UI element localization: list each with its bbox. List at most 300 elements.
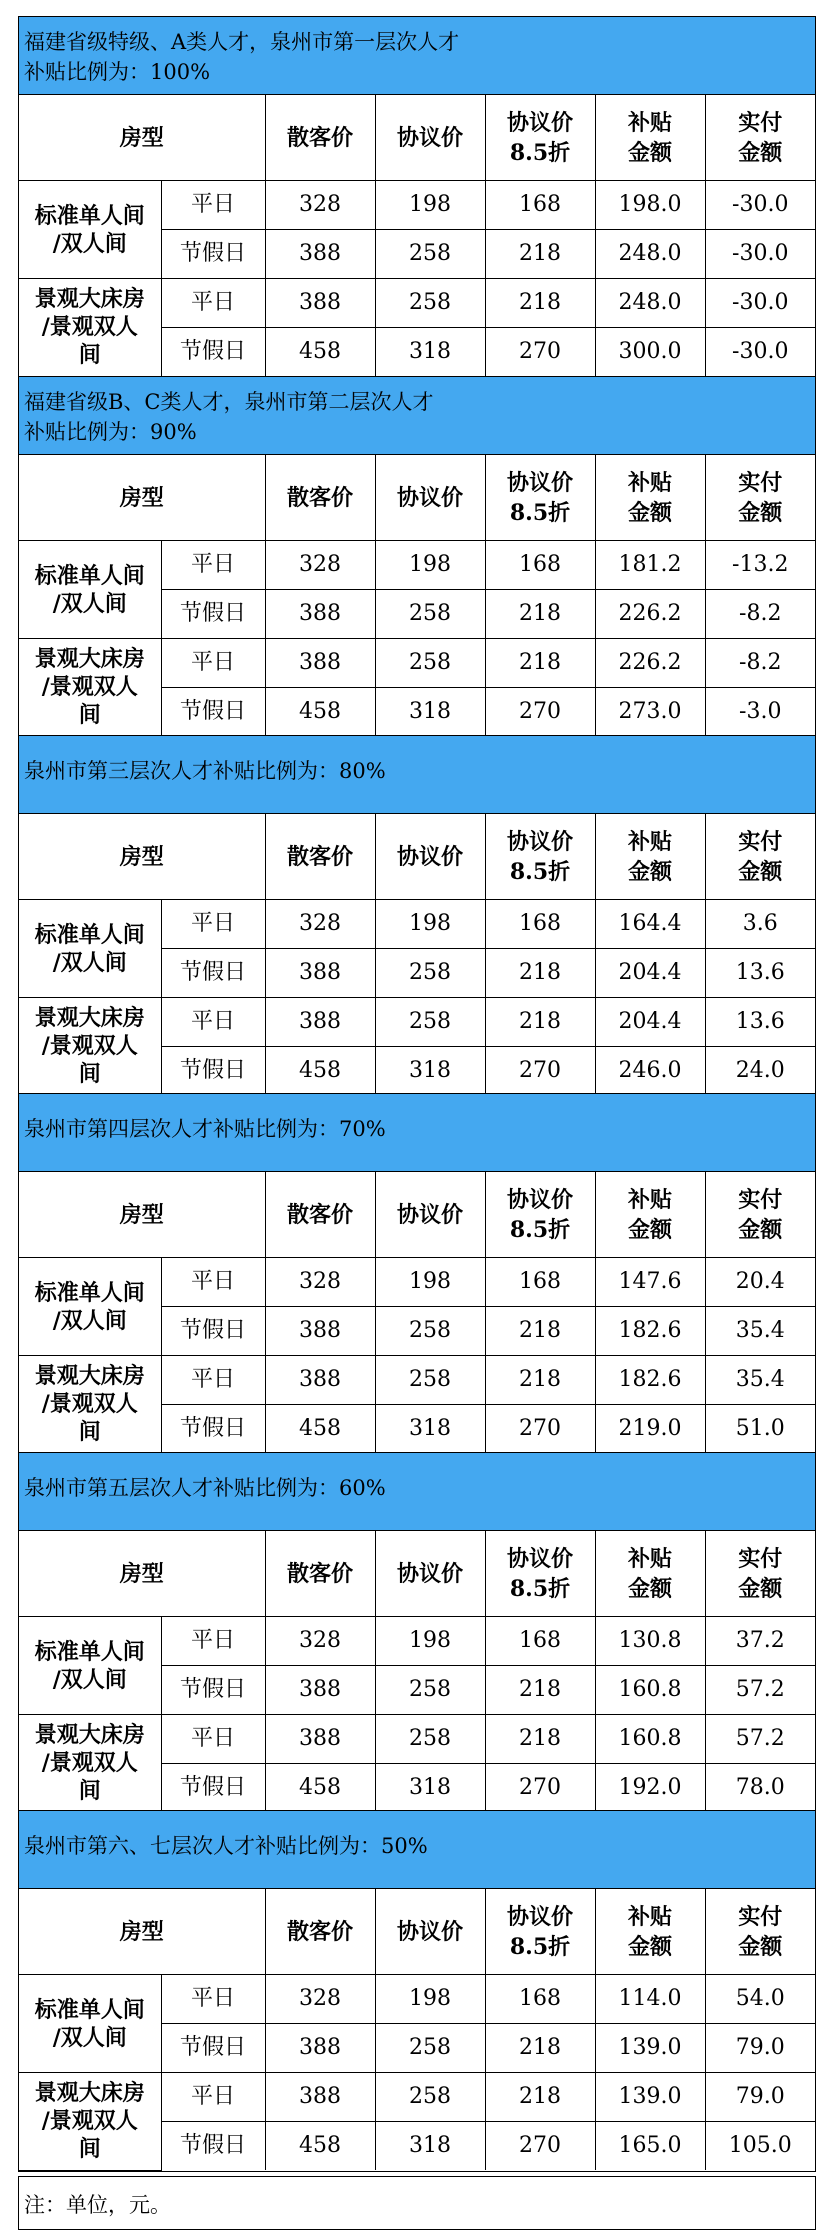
- day-type-cell: 平日: [161, 1975, 265, 2024]
- discount-price-cell: 168: [485, 1975, 595, 2024]
- agreement-price-cell: 258: [375, 949, 485, 998]
- subsidy-amount-cell: 300.0: [595, 328, 705, 377]
- room-type-line1: 标准单人间: [34, 1996, 145, 2023]
- header-agreement-discount-line2: 8.5折: [509, 1575, 571, 1602]
- discount-price-cell: 270: [485, 328, 595, 377]
- room-type-line3: 间: [78, 1419, 101, 1446]
- header-subsidy-line1: 补贴: [628, 469, 673, 496]
- header-subsidy-amount: [595, 814, 705, 900]
- walk-in-price-cell: 388: [265, 1307, 375, 1356]
- header-actual-line1: 实付: [738, 1903, 783, 1930]
- walk-in-price-cell: 458: [265, 1764, 375, 1813]
- agreement-price-cell: 318: [375, 1047, 485, 1096]
- day-type-cell: 节假日: [161, 2024, 265, 2073]
- header-agreement-discount-line2: 8.5折: [509, 858, 571, 885]
- header-agreement-discount-line2: 8.5折: [509, 1933, 571, 1960]
- walk-in-price-cell: 388: [265, 2024, 375, 2073]
- actual-amount-cell: -30.0: [705, 181, 815, 230]
- header-actual-line1: 实付: [738, 828, 783, 855]
- section-title-line1: 泉州市第三层次人才补贴比例为：80%: [24, 759, 386, 783]
- table-row: [19, 1975, 815, 2024]
- unit-note: 注：单位，元。: [18, 2176, 816, 2230]
- room-type-line1: 景观大床房: [34, 2080, 145, 2107]
- header-subsidy-line2: 金额: [628, 139, 673, 166]
- subsidy-amount-cell: 219.0: [595, 1405, 705, 1454]
- room-type-cell: [19, 1715, 161, 1813]
- room-type-line3: 间: [78, 1778, 101, 1805]
- table-row: [19, 541, 815, 590]
- discount-price-cell: 218: [485, 1666, 595, 1715]
- price-table: [19, 95, 815, 377]
- actual-amount-cell: 78.0: [705, 1764, 815, 1813]
- header-actual-line2: 金额: [738, 1575, 783, 1602]
- header-agreement-discount-line2: 8.5折: [509, 499, 571, 526]
- walk-in-price-cell: 388: [265, 1356, 375, 1405]
- header-subsidy-line1: 补贴: [628, 1903, 673, 1930]
- agreement-price-cell: 258: [375, 2073, 485, 2122]
- header-agreement-discount-line1: 协议价: [507, 1545, 574, 1572]
- room-type-line1: 景观大床房: [34, 1722, 145, 1749]
- header-agreement-discount-line1: 协议价: [507, 1903, 574, 1930]
- subsidy-section: [18, 16, 816, 378]
- discount-price-cell: 218: [485, 1307, 595, 1356]
- walk-in-price-cell: 458: [265, 2122, 375, 2171]
- subsidy-amount-cell: 246.0: [595, 1047, 705, 1096]
- table-header-row: [19, 1531, 815, 1617]
- header-subsidy-line2: 金额: [628, 499, 673, 526]
- room-type-line2: /双人间: [52, 1307, 127, 1334]
- walk-in-price-cell: 458: [265, 328, 375, 377]
- room-type-line3: 间: [78, 2136, 101, 2163]
- day-type-cell: 平日: [161, 1356, 265, 1405]
- agreement-price-cell: 318: [375, 1764, 485, 1813]
- discount-price-cell: 168: [485, 541, 595, 590]
- subsidy-amount-cell: 182.6: [595, 1356, 705, 1405]
- actual-amount-cell: 13.6: [705, 949, 815, 998]
- header-agreement-discount-line1: 协议价: [507, 109, 574, 136]
- room-type-cell: [19, 900, 161, 998]
- header-actual-line2: 金额: [738, 1933, 783, 1960]
- subsidy-section: [18, 376, 816, 738]
- header-room-type: 房型: [19, 1889, 265, 1975]
- discount-price-cell: 270: [485, 2122, 595, 2171]
- section-title: [19, 1453, 815, 1531]
- day-type-cell: 节假日: [161, 949, 265, 998]
- actual-amount-cell: 105.0: [705, 2122, 815, 2171]
- room-type-cell: [19, 1975, 161, 2073]
- day-type-cell: 节假日: [161, 688, 265, 737]
- header-actual-line1: 实付: [738, 109, 783, 136]
- header-actual-line2: 金额: [738, 499, 783, 526]
- day-type-cell: 平日: [161, 541, 265, 590]
- room-type-line1: 标准单人间: [34, 562, 145, 589]
- header-subsidy-line2: 金额: [628, 1575, 673, 1602]
- actual-amount-cell: -30.0: [705, 230, 815, 279]
- room-type-line2: /景观双人: [41, 674, 138, 701]
- price-table: [19, 814, 815, 1096]
- actual-amount-cell: -30.0: [705, 328, 815, 377]
- agreement-price-cell: 258: [375, 1666, 485, 1715]
- header-agreement-discount-line1: 协议价: [507, 828, 574, 855]
- room-type-cell: [19, 998, 161, 1096]
- header-walk-in-price: 散客价: [265, 455, 375, 541]
- agreement-price-cell: 318: [375, 688, 485, 737]
- agreement-price-cell: 258: [375, 1356, 485, 1405]
- header-agreement-price: 协议价: [375, 1531, 485, 1617]
- room-type-line1: 标准单人间: [34, 921, 145, 948]
- subsidy-section: [18, 1810, 816, 2172]
- day-type-cell: 平日: [161, 1617, 265, 1666]
- room-type-cell: [19, 1356, 161, 1454]
- agreement-price-cell: 318: [375, 2122, 485, 2171]
- header-walk-in-price: 散客价: [265, 1531, 375, 1617]
- header-agreement-discount-line2: 8.5折: [509, 1216, 571, 1243]
- header-walk-in-price: 散客价: [265, 95, 375, 181]
- actual-amount-cell: 51.0: [705, 1405, 815, 1454]
- day-type-cell: 节假日: [161, 328, 265, 377]
- room-type-line2: /双人间: [52, 590, 127, 617]
- room-type-line2: /景观双人: [41, 1033, 138, 1060]
- day-type-cell: 平日: [161, 1715, 265, 1764]
- actual-amount-cell: 24.0: [705, 1047, 815, 1096]
- price-table: [19, 1531, 815, 1813]
- header-actual-line2: 金额: [738, 139, 783, 166]
- agreement-price-cell: 258: [375, 590, 485, 639]
- day-type-cell: 平日: [161, 279, 265, 328]
- table-row: [19, 1356, 815, 1405]
- table-row: [19, 2073, 815, 2122]
- walk-in-price-cell: 388: [265, 590, 375, 639]
- header-agreement-price: 协议价: [375, 1172, 485, 1258]
- section-title: [19, 1811, 815, 1889]
- room-type-line2: /双人间: [52, 949, 127, 976]
- agreement-price-cell: 318: [375, 328, 485, 377]
- section-title-line1: 福建省级特级、A类人才，泉州市第一层次人才: [24, 30, 460, 54]
- header-walk-in-price: 散客价: [265, 814, 375, 900]
- agreement-price-cell: 258: [375, 639, 485, 688]
- subsidy-amount-cell: 204.4: [595, 998, 705, 1047]
- discount-price-cell: 168: [485, 900, 595, 949]
- header-agreement-price: 协议价: [375, 95, 485, 181]
- room-type-line2: /景观双人: [41, 1750, 138, 1777]
- room-type-line2: /双人间: [52, 230, 127, 257]
- header-subsidy-line1: 补贴: [628, 109, 673, 136]
- day-type-cell: 节假日: [161, 2122, 265, 2171]
- table-row: [19, 900, 815, 949]
- agreement-price-cell: 198: [375, 1258, 485, 1307]
- header-subsidy-amount: [595, 455, 705, 541]
- day-type-cell: 节假日: [161, 230, 265, 279]
- discount-price-cell: 270: [485, 1047, 595, 1096]
- section-title: [19, 377, 815, 455]
- discount-price-cell: 270: [485, 688, 595, 737]
- header-subsidy-line1: 补贴: [628, 1545, 673, 1572]
- subsidy-amount-cell: 147.6: [595, 1258, 705, 1307]
- discount-price-cell: 168: [485, 1258, 595, 1307]
- section-title: [19, 1094, 815, 1172]
- room-type-line2: /双人间: [52, 1666, 127, 1693]
- agreement-price-cell: 258: [375, 1307, 485, 1356]
- subsidy-section: [18, 1452, 816, 1814]
- header-actual-amount: [705, 1172, 815, 1258]
- table-header-row: [19, 814, 815, 900]
- discount-price-cell: 168: [485, 181, 595, 230]
- table-header-row: [19, 1172, 815, 1258]
- walk-in-price-cell: 388: [265, 1715, 375, 1764]
- subsidy-amount-cell: 182.6: [595, 1307, 705, 1356]
- walk-in-price-cell: 328: [265, 541, 375, 590]
- subsidy-amount-cell: 130.8: [595, 1617, 705, 1666]
- header-subsidy-amount: [595, 1531, 705, 1617]
- walk-in-price-cell: 388: [265, 230, 375, 279]
- actual-amount-cell: -30.0: [705, 279, 815, 328]
- header-subsidy-line2: 金额: [628, 1933, 673, 1960]
- room-type-line2: /景观双人: [41, 2108, 138, 2135]
- header-actual-amount: [705, 455, 815, 541]
- walk-in-price-cell: 458: [265, 1405, 375, 1454]
- section-title-line1: 泉州市第五层次人才补贴比例为：60%: [24, 1476, 386, 1500]
- room-type-line1: 景观大床房: [34, 646, 145, 673]
- table-row: [19, 1258, 815, 1307]
- actual-amount-cell: 79.0: [705, 2073, 815, 2122]
- section-title: [19, 17, 815, 95]
- agreement-price-cell: 258: [375, 1715, 485, 1764]
- header-actual-line2: 金额: [738, 1216, 783, 1243]
- table-header-row: [19, 95, 815, 181]
- actual-amount-cell: -3.0: [705, 688, 815, 737]
- agreement-price-cell: 198: [375, 900, 485, 949]
- room-type-cell: [19, 639, 161, 737]
- subsidy-amount-cell: 164.4: [595, 900, 705, 949]
- subsidy-amount-cell: 160.8: [595, 1715, 705, 1764]
- day-type-cell: 平日: [161, 2073, 265, 2122]
- header-actual-amount: [705, 814, 815, 900]
- room-type-cell: [19, 181, 161, 279]
- header-actual-line1: 实付: [738, 469, 783, 496]
- discount-price-cell: 218: [485, 2024, 595, 2073]
- walk-in-price-cell: 328: [265, 1258, 375, 1307]
- header-actual-line1: 实付: [738, 1186, 783, 1213]
- price-table: [19, 1172, 815, 1454]
- table-row: [19, 181, 815, 230]
- header-subsidy-amount: [595, 95, 705, 181]
- section-title-line1: 泉州市第四层次人才补贴比例为：70%: [24, 1117, 386, 1141]
- room-type-line1: 标准单人间: [34, 1279, 145, 1306]
- room-type-line1: 标准单人间: [34, 1638, 145, 1665]
- header-actual-line1: 实付: [738, 1545, 783, 1572]
- header-agreement-discount: [485, 814, 595, 900]
- table-row: [19, 1617, 815, 1666]
- actual-amount-cell: -8.2: [705, 590, 815, 639]
- walk-in-price-cell: 328: [265, 181, 375, 230]
- day-type-cell: 节假日: [161, 1047, 265, 1096]
- actual-amount-cell: 54.0: [705, 1975, 815, 2024]
- header-agreement-discount: [485, 1172, 595, 1258]
- room-type-line1: 景观大床房: [34, 1005, 145, 1032]
- actual-amount-cell: 79.0: [705, 2024, 815, 2073]
- table-row: [19, 998, 815, 1047]
- discount-price-cell: 218: [485, 639, 595, 688]
- agreement-price-cell: 198: [375, 1617, 485, 1666]
- room-type-line3: 间: [78, 702, 101, 729]
- day-type-cell: 节假日: [161, 1764, 265, 1813]
- room-type-line3: 间: [78, 342, 101, 369]
- subsidy-amount-cell: 248.0: [595, 230, 705, 279]
- header-actual-amount: [705, 1889, 815, 1975]
- subsidy-amount-cell: 139.0: [595, 2024, 705, 2073]
- agreement-price-cell: 258: [375, 279, 485, 328]
- actual-amount-cell: 13.6: [705, 998, 815, 1047]
- walk-in-price-cell: 388: [265, 279, 375, 328]
- header-actual-line2: 金额: [738, 858, 783, 885]
- section-title-line2: 补贴比例为：100%: [24, 60, 211, 84]
- walk-in-price-cell: 458: [265, 688, 375, 737]
- header-agreement-price: 协议价: [375, 814, 485, 900]
- subsidy-amount-cell: 114.0: [595, 1975, 705, 2024]
- header-agreement-discount-line2: 8.5折: [509, 139, 571, 166]
- subsidy-amount-cell: 273.0: [595, 688, 705, 737]
- walk-in-price-cell: 458: [265, 1047, 375, 1096]
- discount-price-cell: 218: [485, 1715, 595, 1764]
- section-title-line1: 泉州市第六、七层次人才补贴比例为：50%: [24, 1834, 428, 1858]
- header-room-type: 房型: [19, 95, 265, 181]
- header-subsidy-amount: [595, 1889, 705, 1975]
- header-agreement-price: 协议价: [375, 1889, 485, 1975]
- room-type-line1: 标准单人间: [34, 202, 145, 229]
- agreement-price-cell: 198: [375, 1975, 485, 2024]
- table-row: [19, 279, 815, 328]
- walk-in-price-cell: 388: [265, 998, 375, 1047]
- header-room-type: 房型: [19, 1531, 265, 1617]
- agreement-price-cell: 198: [375, 181, 485, 230]
- section-title-line2: 补贴比例为：90%: [24, 420, 197, 444]
- walk-in-price-cell: 328: [265, 1975, 375, 2024]
- day-type-cell: 平日: [161, 1258, 265, 1307]
- day-type-cell: 平日: [161, 998, 265, 1047]
- day-type-cell: 平日: [161, 900, 265, 949]
- discount-price-cell: 218: [485, 998, 595, 1047]
- day-type-cell: 节假日: [161, 590, 265, 639]
- subsidy-amount-cell: 181.2: [595, 541, 705, 590]
- room-type-cell: [19, 279, 161, 377]
- subsidy-amount-cell: 192.0: [595, 1764, 705, 1813]
- discount-price-cell: 218: [485, 279, 595, 328]
- day-type-cell: 平日: [161, 181, 265, 230]
- price-table: [19, 1889, 815, 2171]
- room-type-cell: [19, 2073, 161, 2171]
- discount-price-cell: 218: [485, 1356, 595, 1405]
- header-agreement-discount-line1: 协议价: [507, 469, 574, 496]
- agreement-price-cell: 258: [375, 230, 485, 279]
- header-agreement-discount: [485, 1889, 595, 1975]
- actual-amount-cell: 35.4: [705, 1356, 815, 1405]
- header-walk-in-price: 散客价: [265, 1889, 375, 1975]
- actual-amount-cell: 3.6: [705, 900, 815, 949]
- subsidy-amount-cell: 139.0: [595, 2073, 705, 2122]
- header-subsidy-line1: 补贴: [628, 1186, 673, 1213]
- actual-amount-cell: 37.2: [705, 1617, 815, 1666]
- day-type-cell: 节假日: [161, 1666, 265, 1715]
- header-walk-in-price: 散客价: [265, 1172, 375, 1258]
- room-type-cell: [19, 1258, 161, 1356]
- header-room-type: 房型: [19, 814, 265, 900]
- walk-in-price-cell: 388: [265, 1666, 375, 1715]
- discount-price-cell: 218: [485, 230, 595, 279]
- subsidy-amount-cell: 165.0: [595, 2122, 705, 2171]
- section-title-line1: 福建省级B、C类人才，泉州市第二层次人才: [24, 390, 434, 414]
- agreement-price-cell: 198: [375, 541, 485, 590]
- walk-in-price-cell: 328: [265, 900, 375, 949]
- room-type-cell: [19, 541, 161, 639]
- agreement-price-cell: 258: [375, 2024, 485, 2073]
- discount-price-cell: 218: [485, 2073, 595, 2122]
- actual-amount-cell: 57.2: [705, 1666, 815, 1715]
- subsidy-amount-cell: 204.4: [595, 949, 705, 998]
- subsidy-section: [18, 735, 816, 1097]
- table-header-row: [19, 1889, 815, 1975]
- header-agreement-discount: [485, 455, 595, 541]
- room-type-line1: 景观大床房: [34, 286, 145, 313]
- subsidy-amount-cell: 160.8: [595, 1666, 705, 1715]
- actual-amount-cell: -13.2: [705, 541, 815, 590]
- walk-in-price-cell: 328: [265, 1617, 375, 1666]
- subsidy-amount-cell: 226.2: [595, 590, 705, 639]
- walk-in-price-cell: 388: [265, 639, 375, 688]
- header-subsidy-line1: 补贴: [628, 828, 673, 855]
- room-type-line2: /景观双人: [41, 1391, 138, 1418]
- walk-in-price-cell: 388: [265, 949, 375, 998]
- room-type-line2: /双人间: [52, 2024, 127, 2051]
- walk-in-price-cell: 388: [265, 2073, 375, 2122]
- day-type-cell: 节假日: [161, 1307, 265, 1356]
- header-agreement-discount: [485, 1531, 595, 1617]
- header-subsidy-line2: 金额: [628, 858, 673, 885]
- discount-price-cell: 218: [485, 949, 595, 998]
- discount-price-cell: 270: [485, 1405, 595, 1454]
- price-table: [19, 455, 815, 737]
- room-type-line3: 间: [78, 1061, 101, 1088]
- header-room-type: 房型: [19, 1172, 265, 1258]
- table-row: [19, 639, 815, 688]
- subsidy-amount-cell: 226.2: [595, 639, 705, 688]
- actual-amount-cell: 35.4: [705, 1307, 815, 1356]
- discount-price-cell: 270: [485, 1764, 595, 1813]
- header-subsidy-line2: 金额: [628, 1216, 673, 1243]
- day-type-cell: 平日: [161, 639, 265, 688]
- subsidy-amount-cell: 248.0: [595, 279, 705, 328]
- agreement-price-cell: 258: [375, 998, 485, 1047]
- actual-amount-cell: 57.2: [705, 1715, 815, 1764]
- header-actual-amount: [705, 95, 815, 181]
- discount-price-cell: 218: [485, 590, 595, 639]
- table-row: [19, 1715, 815, 1764]
- subsidy-amount-cell: 198.0: [595, 181, 705, 230]
- header-subsidy-amount: [595, 1172, 705, 1258]
- header-agreement-price: 协议价: [375, 455, 485, 541]
- day-type-cell: 节假日: [161, 1405, 265, 1454]
- header-room-type: 房型: [19, 455, 265, 541]
- section-title: [19, 736, 815, 814]
- discount-price-cell: 168: [485, 1617, 595, 1666]
- actual-amount-cell: -8.2: [705, 639, 815, 688]
- room-type-line2: /景观双人: [41, 314, 138, 341]
- subsidy-section: [18, 1093, 816, 1455]
- header-agreement-discount: [485, 95, 595, 181]
- table-header-row: [19, 455, 815, 541]
- header-actual-amount: [705, 1531, 815, 1617]
- room-type-line1: 景观大床房: [34, 1363, 145, 1390]
- agreement-price-cell: 318: [375, 1405, 485, 1454]
